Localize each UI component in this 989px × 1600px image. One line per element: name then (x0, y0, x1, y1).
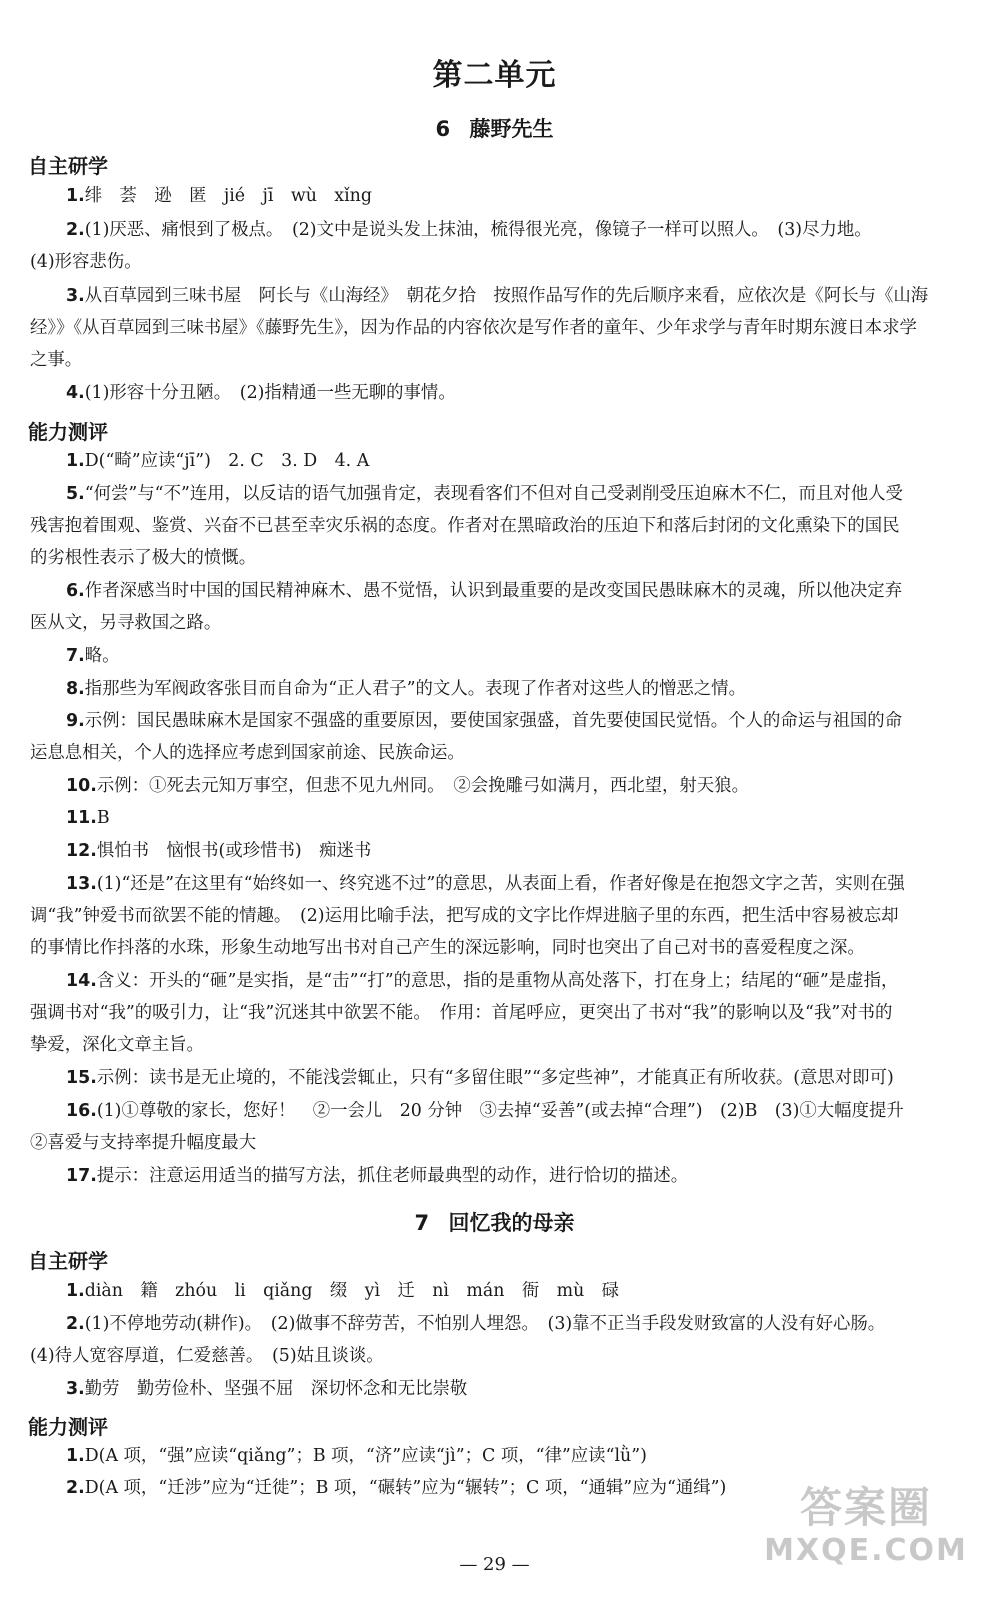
section-title-self-study: 自主研学 (28, 154, 108, 178)
lesson-title-7 (0, 1207, 989, 1237)
lesson-number: 6 (435, 117, 451, 141)
answer-line (66, 285, 928, 307)
answer-line (66, 1280, 619, 1302)
answer-line (30, 1034, 204, 1056)
answer-line (30, 317, 917, 339)
answer-text: 示例：①死去元知万事空，但悲不见九州同。 ②会挽雕弓如满月，西北望，射天狼。 (96, 776, 749, 796)
answer-text: 绯 荟 逊 匿 jié jī wù xǐng (84, 186, 373, 206)
answer-line (30, 1132, 256, 1154)
answer-line (66, 219, 872, 241)
answer-line (66, 483, 903, 505)
answer-line (30, 251, 142, 273)
answer-line (66, 1477, 726, 1499)
answer-line (66, 970, 898, 992)
answer-line (30, 1002, 892, 1024)
answer-text: (1)不停地劳动(耕作)。 (2)做事不辞劳苦，不怕别人埋怨。 (3)靠不正当手段发财致富的人没有好心肠。 (84, 1314, 886, 1334)
answer-number: 1. (66, 451, 85, 471)
answer-text: 医从文，另寻救国之路。 (30, 613, 222, 633)
answer-number: 1. (66, 186, 85, 206)
lesson-number: 7 (414, 1211, 430, 1235)
answer-line (66, 678, 746, 700)
answer-line (66, 775, 749, 797)
answer-line (66, 840, 371, 862)
answer-number: 1. (66, 1281, 85, 1301)
answer-text: 之事。 (30, 350, 83, 370)
answer-text: 运息息相关，个人的选择应考虑到国家前途、民族命运。 (30, 743, 465, 763)
answer-text: (1)“还是”在这里有“始终如一、终究逃不过”的意思，从表面上看，作者好像是在抱怨文字之苦，实则在强 (96, 874, 905, 894)
answer-text: D(“畸”应读“jī”) 2. C 3. D 4. A (84, 451, 370, 471)
answer-line (66, 382, 456, 404)
answer-number: 14. (66, 971, 97, 991)
answer-text: 含义：开头的“砸”是实指，是“击”“打”的意思，指的是重物从高处落下，打在身上；结尾的“砸”是虚指， (96, 971, 899, 991)
answer-text: 的劣根性表示了极大的愤慨。 (30, 548, 257, 568)
answer-text: ②喜爱与支持率提升幅度最大 (30, 1133, 257, 1153)
answer-number: 10. (66, 776, 97, 796)
section-title-ability-test: 能力测评 (28, 1415, 108, 1439)
answer-text: (1)厌恶、痛恨到了极点。 (2)文中是说头发上抹油，梳得很光亮，像镜子一样可以照人。 (3)尽力地。 (84, 220, 872, 240)
answer-number: 13. (66, 874, 97, 894)
answer-line (66, 710, 902, 732)
answer-line (66, 1313, 885, 1335)
answer-text: (1)①尊敬的家长，您好！ ②一会儿 20 分钟 ③去掉“妥善”(或去掉“合理”) (2)B (3)①大幅度提升 (96, 1101, 904, 1121)
answer-number: 2. (66, 220, 85, 240)
answer-text: 指那些为军阀政客张目而自命为“正人君子”的文人。表现了作者对这些人的憎恶之情。 (84, 679, 746, 699)
answer-line (66, 1100, 904, 1122)
answer-text: D(A 项，“迁涉”应为“迁徙”；B 项，“碾转”应为“辗转”；C 项，“通辑”应为“通缉”) (84, 1478, 727, 1498)
answer-line (30, 515, 900, 537)
unit-title: 第二单元 (432, 58, 557, 93)
answer-text: 挚爱，深化文章主旨。 (30, 1035, 204, 1055)
section-title-self-study: 自主研学 (28, 1249, 108, 1273)
answer-line (66, 450, 369, 472)
answer-number: 2. (66, 1478, 85, 1498)
answer-line (66, 1378, 467, 1400)
answer-text: 勤劳 勤劳俭朴、坚强不屈 深切怀念和无比崇敬 (84, 1379, 468, 1399)
answer-number: 3. (66, 1379, 85, 1399)
answer-number: 1. (66, 1446, 85, 1466)
answer-number: 11. (66, 808, 97, 828)
page-number: — 29 — (459, 1554, 530, 1575)
answer-number: 7. (66, 646, 85, 666)
answer-text: (4)待人宽容厚道，仁爱慈善。 (5)姑且谈谈。 (30, 1346, 384, 1366)
answer-line (30, 349, 82, 371)
answer-number: 4. (66, 383, 85, 403)
answer-number: 6. (66, 581, 85, 601)
answer-text: 惧怕书 恼恨书(或珍惜书) 痴迷书 (96, 841, 372, 861)
answer-line (66, 1445, 647, 1467)
answer-text: 强调书对“我”的吸引力，让“我”沉迷其中欲罢不能。 作用：首尾呼应，更突出了书对“我”的影响以及“我”对书的 (30, 1003, 893, 1023)
answer-line (66, 873, 905, 895)
lesson-name: 回忆我的母亲 (448, 1211, 575, 1235)
answer-line (66, 580, 902, 602)
answer-line (66, 185, 372, 207)
answer-text: 调“我”钟爱书而欲罢不能的情趣。 (2)运用比喻手法，把写成的文字比作焊进脑子里的东西，把生活中容易被忘却 (30, 906, 899, 926)
answer-number: 9. (66, 711, 85, 731)
lesson-name: 藤野先生 (469, 117, 554, 141)
answer-line (30, 547, 256, 569)
answer-line (66, 807, 110, 829)
answer-number: 5. (66, 484, 85, 504)
watermark-text: 答案圈 (799, 1483, 932, 1532)
watermark-logo (761, 1482, 971, 1582)
answer-text: 示例：读书是无止境的，不能浅尝辄止，只有“多留住眼”“多定些神”，才能真正有所收获。(意思对即可) (96, 1068, 894, 1088)
answer-text: 残害抱着围观、鉴赏、兴奋不已甚至幸灾乐祸的态度。作者对在黑暗政治的压迫下和落后封闭的文化熏染下的国民 (30, 516, 900, 536)
answer-text: D(A 项，“强”应读“qiǎng”；B 项，“济”应读“jì”；C 项，“律”应读“lǜ”) (84, 1446, 647, 1466)
answer-line (66, 645, 120, 667)
answer-text: “何尝”与“不”连用，以反诘的语气加强肯定，表现看客们不但对自己受剥削受压迫麻木不仁，而且对他人受 (84, 484, 903, 504)
answer-number: 17. (66, 1166, 97, 1186)
answer-text: 经》》《从百草园到三味书屋》《藤野先生》，因为作品的内容依次是写作者的童年、少年求学与青年时期东渡日本求学 (30, 318, 917, 338)
answer-line (30, 742, 465, 764)
lesson-title-6 (0, 113, 989, 143)
answer-text: B (96, 808, 110, 828)
answer-text: 作者深感当时中国的国民精神麻木、愚不觉悟，认识到最重要的是改变国民愚昧麻木的灵魂，所以他决定弃 (84, 581, 903, 601)
section-title-ability-test: 能力测评 (28, 420, 108, 444)
answer-line (30, 612, 221, 634)
answer-number: 2. (66, 1314, 85, 1334)
answer-line (30, 1345, 384, 1367)
answer-text: (4)形容悲伤。 (30, 252, 142, 272)
answer-line (66, 1165, 688, 1187)
answer-number: 8. (66, 679, 85, 699)
answer-text: 提示：注意运用适当的描写方法，抓住老师最典型的动作，进行恰切的描述。 (96, 1166, 689, 1186)
answer-number: 12. (66, 841, 97, 861)
answer-line (30, 937, 865, 959)
answer-text: diàn 籍 zhóu li qiǎng 缀 yì 迁 nì mán 衙 mù 碌 (84, 1281, 620, 1301)
watermark-url: MXQE.COM (764, 1533, 968, 1568)
answer-line (66, 1067, 894, 1089)
answer-number: 15. (66, 1068, 97, 1088)
answer-text: 示例：国民愚昧麻木是国家不强盛的重要原因，要使国家强盛，首先要使国民觉悟。个人的命运与祖国的命 (84, 711, 903, 731)
answer-text: 略。 (84, 646, 120, 666)
answer-text: (1)形容十分丑陋。 (2)指精通一些无聊的事情。 (84, 383, 456, 403)
answer-line (30, 905, 898, 927)
answer-text: 从百草园到三味书屋 阿长与《山海经》 朝花夕拾 按照作品写作的先后顺序来看，应依次是《阿长与《山海 (84, 286, 929, 306)
answer-number: 3. (66, 286, 85, 306)
answer-number: 16. (66, 1101, 97, 1121)
answer-text: 的事情比作抖落的水珠，形象生动地写出书对自己产生的深远影响，同时也突出了自己对书的喜爱程度之深。 (30, 938, 865, 958)
